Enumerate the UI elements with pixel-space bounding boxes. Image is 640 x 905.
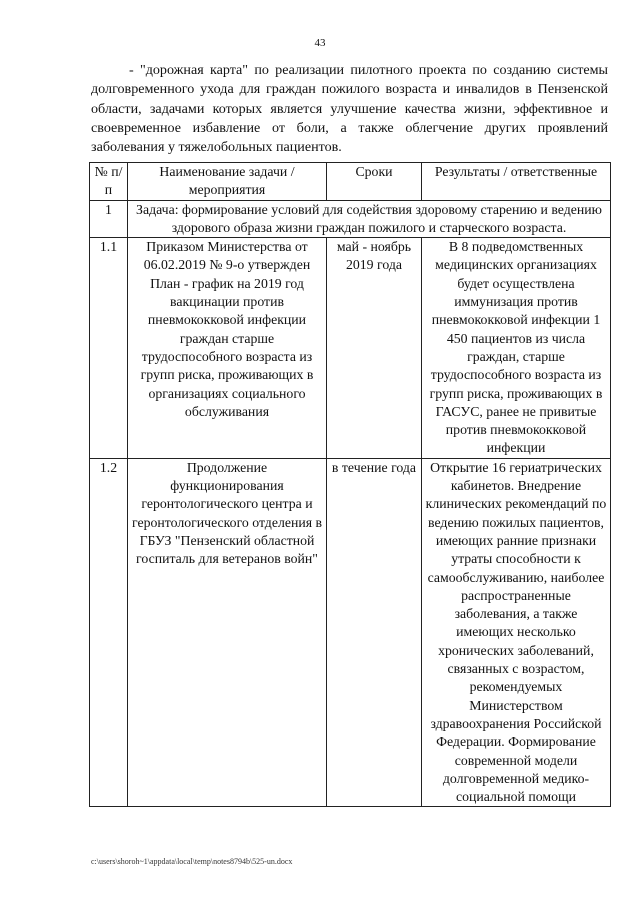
row-results: Открытие 16 гериатрических кабинетов. Внедрение клинических рекомендаций по ведению пожилых пациентов, имеющих ранние признаки утраты способности к самообслуживанию, наиболее распространенные заболевания, а также имеющих несколько хронических заболеваний, связанных с возрастом, рекомендуемых Министерством здравоохранения Российской Федерации. Формирование современной модели долговременной медико-социальной помощи (422, 458, 611, 807)
section-row (90, 200, 611, 238)
header-task: Наименование задачи / мероприятия (128, 163, 327, 201)
row-num: 1.2 (90, 458, 128, 807)
row-num: 1.1 (90, 238, 128, 459)
plan-table (89, 162, 611, 807)
section-text: Задача: формирование условий для содействия здоровому старению и ведению здорового образа жизни граждан пожилого и старческого возраста. (128, 200, 611, 238)
row-period: в течение года (327, 458, 422, 807)
table-header-row (90, 163, 611, 201)
section-num: 1 (90, 200, 128, 238)
row-results: В 8 подведомственных медицинских организациях будет осуществлена иммунизация против пневмококковой инфекции 1 450 пациентов из числа граждан, старше трудоспособного возраста из групп риска, проживающих в ГАСУС, ранее не привитые против пневмококковой инфекции (422, 238, 611, 459)
table-row (90, 458, 611, 807)
row-period: май - ноябрь 2019 года (327, 238, 422, 459)
table-row (90, 238, 611, 459)
intro-text: - "дорожная карта" по реализации пилотного проекта по созданию системы долговременного ухода для граждан пожилого возраста и инвалидов в Пензенской области, задачами которых является улучшение качества жизни, эффективное и своевременное избавление от боли, а также облегчение других проявлений заболевания у тяжелобольных пациентов. (91, 62, 608, 156)
header-num: № п/п (90, 163, 128, 201)
page-number: 43 (314, 37, 326, 49)
intro-paragraph (91, 61, 608, 157)
header-results: Результаты / ответственные (422, 163, 611, 201)
footer-file-path: c:\users\shoroh~1\appdata\local\temp\notes8794b\525-un.docx (91, 857, 293, 866)
row-task: Приказом Министерства от 06.02.2019 № 9-о утвержден План - график на 2019 год вакцинации против пневмококковой инфекции граждан старше трудоспособного возраста из групп риска, проживающих в организациях социального обслуживания (128, 238, 327, 459)
header-period: Сроки (327, 163, 422, 201)
row-task: Продолжение функционирования геронтологического центра и геронтологического отделения в ГБУЗ "Пензенский областной госпиталь для ветеранов войн" (128, 458, 327, 807)
